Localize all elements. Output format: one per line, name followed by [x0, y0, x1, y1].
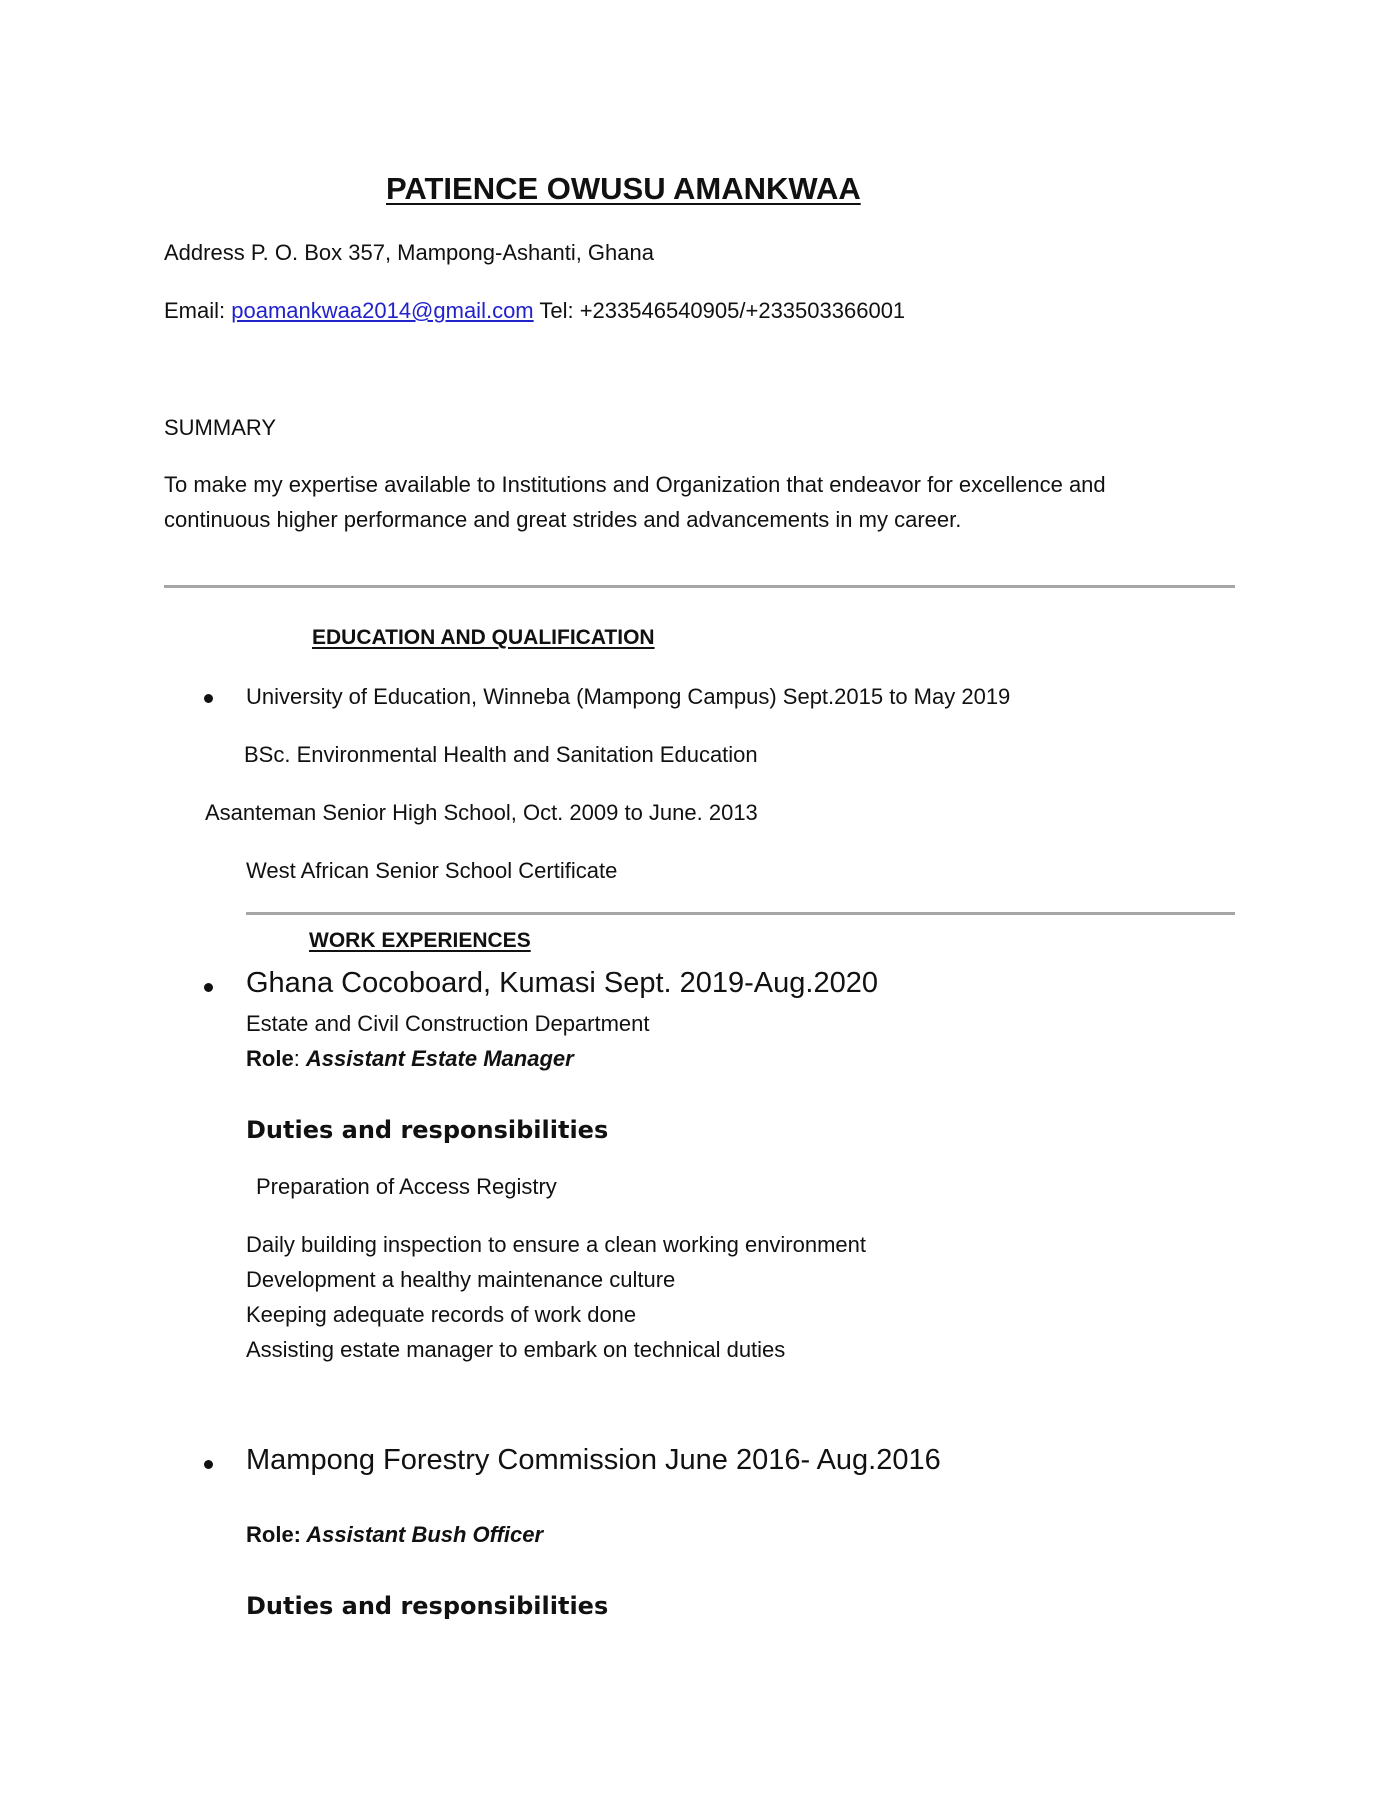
email-link[interactable]: poamankwaa2014@gmail.com [231, 298, 534, 323]
summary-line-1: To make my expertise available to Institutions and Organization that endeavor for excellence and [164, 472, 1106, 497]
resume-name: PATIENCE OWUSU AMANKWAA [386, 171, 861, 206]
section-divider [246, 912, 1235, 915]
role-label: Role: [246, 1522, 301, 1547]
education-heading: EDUCATION AND QUALIFICATION [312, 626, 655, 649]
education-university: University of Education, Winneba (Mampong Campus) Sept.2015 to May 2019 [246, 684, 1011, 709]
job-title: Ghana Cocoboard, Kumasi Sept. 2019-Aug.2020 [246, 967, 878, 999]
phone-text: Tel: +233546540905/+233503366001 [533, 298, 906, 323]
duty-item: Daily building inspection to ensure a clean working environment [246, 1232, 867, 1257]
duty-item: Development a healthy maintenance culture [246, 1267, 676, 1292]
duties-heading: Duties and responsibilities [246, 1116, 609, 1144]
bullet-icon [204, 983, 213, 992]
education-certificate: West African Senior School Certificate [246, 858, 618, 883]
education-shs: Asanteman Senior High School, Oct. 2009 to June. 2013 [205, 800, 758, 825]
job-title: Mampong Forestry Commission June 2016- Aug.2016 [246, 1444, 941, 1476]
duties-heading: Duties and responsibilities [246, 1592, 609, 1620]
summary-heading: SUMMARY [164, 415, 277, 440]
role-value: Assistant Bush Officer [301, 1522, 544, 1547]
summary-line-2: continuous higher performance and great strides and advancements in my career. [164, 507, 962, 532]
job-role [246, 1046, 574, 1072]
role-separator: : [293, 1046, 306, 1071]
email-label: Email: [164, 298, 232, 323]
bullet-icon [204, 1460, 213, 1469]
duty-item: Preparation of Access Registry [256, 1174, 557, 1199]
duty-item: Assisting estate manager to embark on technical duties [246, 1337, 786, 1362]
education-degree: BSc. Environmental Health and Sanitation Education [244, 742, 758, 767]
bullet-icon [204, 694, 213, 703]
job-department: Estate and Civil Construction Department [246, 1011, 650, 1036]
contact-line [164, 298, 905, 324]
work-heading: WORK EXPERIENCES [309, 929, 531, 952]
section-divider [164, 585, 1235, 588]
role-label: Role [246, 1046, 294, 1071]
role-value: Assistant Estate Manager [305, 1046, 574, 1071]
duty-item: Keeping adequate records of work done [246, 1302, 637, 1327]
job-role [246, 1522, 543, 1548]
address-line: Address P. O. Box 357, Mampong-Ashanti, Ghana [164, 240, 654, 265]
